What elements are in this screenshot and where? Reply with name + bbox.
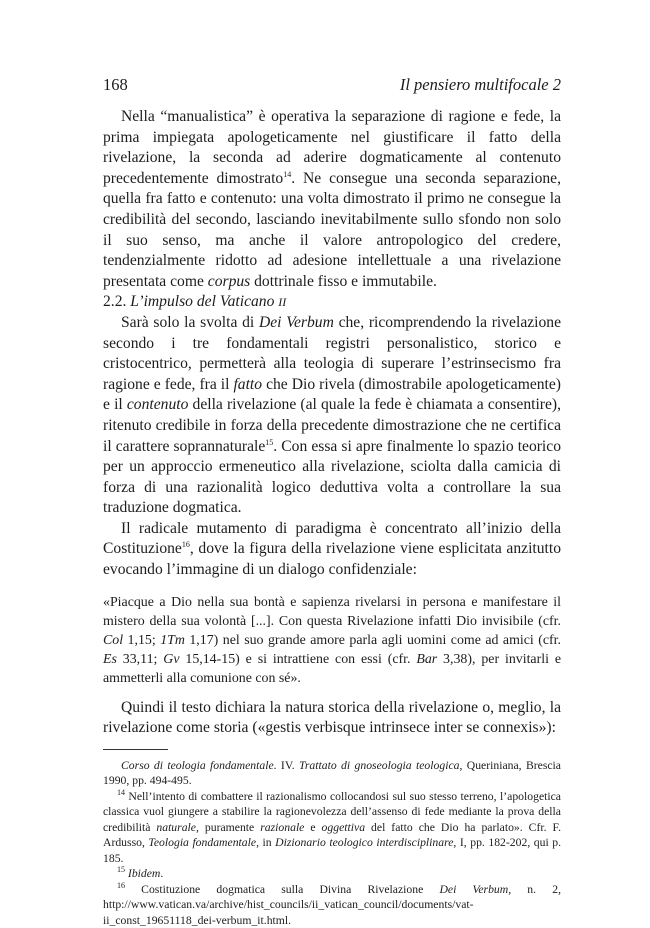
footnote-ref[interactable]: 16 bbox=[181, 540, 190, 550]
paragraph: Il radicale mutamento di paradigma è concentrato all’inizio della Costituzione$^{16}$, dove la figura della rivelazione viene esplicitata anzitutto evocando l’immagine di un dialogo confidenziale: bbox=[103, 519, 561, 579]
footnote-ref[interactable]: 15 bbox=[265, 437, 274, 447]
footnotes bbox=[103, 758, 561, 928]
footnote-14: $^{14}$ Nell’intento di combattere il razionalismo collocandosi sul suo stesso terreno, l’apologetica classica vuol giungere a stabilire la ragionevolezza dell’assenso di fede mediante la prova della credibilità naturale, puramente razionale e oggettiva del fatto che Dio ha parlato». Cfr. F. Ardusso, Teologia fondamentale, in Dizionario teologico interdisciplinare, I, pp. 182-202, qui p. 185. bbox=[103, 787, 562, 865]
footnote-url[interactable]: , n. 2, http://www.vatican.va/archive/hist_councils/ii_vatican_council/documents/vat-ii_const_19651118_dei-verbum_it.html. bbox=[103, 882, 561, 927]
block-quote: «Piacque a Dio nella sua bontà e sapienza rivelarsi in persona e manifestare il mistero della sua volontà [...]. Con questa Rivelazione infatti Dio invisibile (cfr. Col 1,15; 1Tm 1,17) nel suo grande amore parla agli uomini come ad amici (cfr. Es 33,11; Gv 15,14-15) e si intrattiene con essi (cfr. Bar 3,38), per invitarli e ammetterli alla comunione con sé». bbox=[103, 594, 561, 686]
paragraph: Sarà solo la svolta di Dei Verbum che, ricomprendendo la rivelazione secondo i tre fondamentali registri personalistico, storico e cristocentrico, permetterà alla teologia di superare l’estrinsecismo fra ragione e fede, fra il fatto che Dio rivela (dimostrabile apologeticamente) e il contenuto della rivelazione (al quale la fede è chiamata a consentire), ritenuto credibile in forza della precedente dimostrazione che ne certifica il carattere soprannaturale$^{15}$. Con essa si apre finalmente lo spazio teorico per un approccio ermeneutico alla rivelazione, sciolta dalla camicia di forza di una razionalità logico deduttiva volta a controllare la sua traduzione dogmatica. bbox=[103, 313, 562, 517]
footnote-15: $^{15}$ Ibidem. bbox=[117, 865, 164, 881]
section-heading: 2.2. L’impulso del Vaticano II bbox=[103, 293, 287, 311]
paragraph: Nella “manualistica” è operativa la separazione di ragione e fede, la prima impiegata apologeticamente nel giustificare il fatto della rivelazione, la seconda ad aderire dogmaticamente al contenuto precedentemente dimostrato$^{14}$. Ne consegue una seconda separazione, quella fra fatto e contenuto: una volta dimostrato il primo ne consegue la credibilità del secondo, lasciando inevitabilmente sullo sfondo non solo il suo senso, ma anche il valore antropologico del credere, tendenzialmente ridotto ad adesione intellettuale a una rivelazione presentata come corpus dottrinale fisso e immutabile. bbox=[103, 108, 561, 290]
main-text bbox=[103, 107, 561, 928]
paragraph: Quindi il testo dichiara la natura storica della rivelazione o, meglio, la rivelazione come storia («gestis verbisque intrinsece inter se connexis»): bbox=[103, 698, 561, 737]
page-number: 168 bbox=[103, 75, 128, 94]
running-title: Il pensiero multifocale 2 bbox=[399, 75, 561, 94]
running-header bbox=[103, 75, 561, 97]
footnote-16: $^{16}$ Costituzione dogmatica sulla Divina Rivelazione Dei Verbum, n. 2, http://www.vatican.va/archive/hist_councils/ii_vatican_council/documents/vat-ii_const_19651118_dei-verbum_it.html. bbox=[103, 880, 561, 927]
footnote-ref[interactable]: 14 bbox=[283, 169, 292, 179]
footnote-divider bbox=[103, 749, 168, 750]
footnote-continuation: Corso di teologia fondamentale. IV. Trattato di gnoseologia teologica, Queriniana, Brescia 1990, pp. 494-495. bbox=[103, 758, 561, 788]
